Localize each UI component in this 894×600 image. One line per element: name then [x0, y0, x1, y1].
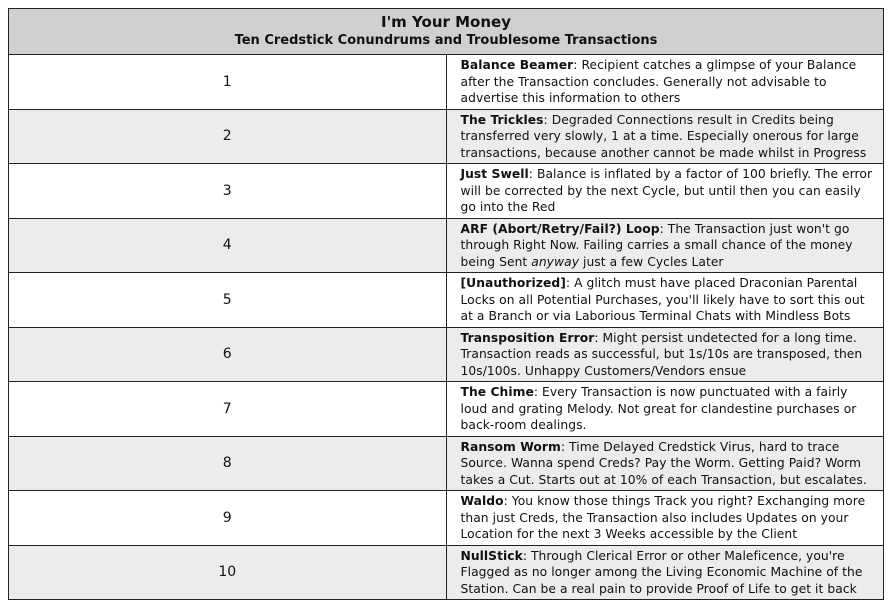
- entry-text: A glitch must have placed Draconian Parental Locks on all Potential Purchases, you'll likely have to sort this out at a Branch or via Laborious Terminal Chats with Mindless Bots: [460, 276, 865, 323]
- entry-text-italic: anyway: [531, 254, 580, 269]
- entry-name: The Chime: [460, 385, 534, 399]
- entry-text: Recipient catches a glimpse of your Balance after the Transaction concludes. Generally not advisable to advertise this information to others: [460, 58, 857, 105]
- entry-text: Degraded Connections result in Credits being transferred very slowly, 1 at a time. Especially onerous for large transactions, because another cannot be made whilst in Progress: [460, 112, 867, 160]
- table-row: [9, 273, 884, 328]
- entry-text: You know those things Track you right? Exchanging more than just Creds, the Transaction also includes Updates on your Location for the next 3 Weeks accessible by the Client: [460, 494, 866, 541]
- entry-separator: :: [533, 385, 543, 399]
- row-description: [446, 164, 884, 219]
- table-row: [9, 491, 884, 546]
- row-description: [446, 382, 884, 437]
- entry-separator: :: [522, 548, 531, 563]
- table-container: [8, 8, 884, 600]
- table-row: [9, 436, 884, 491]
- row-description: [446, 545, 884, 600]
- entry-text-after: just a few Cycles Later: [579, 254, 724, 269]
- row-description: [446, 55, 884, 110]
- table-subtitle: Ten Credstick Conundrums and Troublesome Transactions: [234, 33, 658, 48]
- d10-table: [8, 8, 884, 600]
- entry-separator: :: [543, 112, 552, 127]
- row-number: 2: [9, 109, 447, 164]
- row-description: [446, 436, 884, 491]
- entry-name: Just Swell: [460, 167, 529, 181]
- entry-separator: :: [560, 439, 570, 454]
- table-row: [9, 545, 884, 600]
- entry-name: The Trickles: [460, 112, 544, 127]
- row-description: [446, 327, 884, 382]
- row-number: 7: [9, 382, 447, 437]
- row-number: 3: [9, 164, 447, 219]
- table-row: [9, 55, 884, 110]
- table-row: [9, 109, 884, 164]
- entry-text: Balance is inflated by a factor of 100 briefly. The error will be corrected by the next Cycle, but until then you can easily go into the Red: [460, 167, 873, 214]
- table-row: [9, 164, 884, 219]
- row-number: 4: [9, 218, 447, 273]
- row-description: [446, 491, 884, 546]
- row-number: 9: [9, 491, 447, 546]
- table-header: [9, 9, 884, 55]
- row-description: [446, 109, 884, 164]
- table-row: [9, 327, 884, 382]
- entry-text: Every Transaction is now punctuated with a fairly loud and grating Melody. Not great for clandestine purchases or back-room dealings.: [460, 385, 857, 432]
- entry-separator: :: [594, 330, 603, 345]
- row-number: 5: [9, 273, 447, 328]
- entry-text-before: The Transaction just won't go through Right Now. Failing carries a small chance of the money being Sent: [460, 221, 853, 269]
- row-number: 6: [9, 327, 447, 382]
- table-header-row: [9, 9, 884, 55]
- entry-name: Ransom Worm: [460, 439, 561, 454]
- table-title: I'm Your Money: [381, 13, 511, 31]
- entry-name: NullStick: [460, 548, 523, 563]
- table-row: [9, 218, 884, 273]
- entry-text: Through Clerical Error or other Maleficence, you're Flagged as no longer among the Living Economic Machine of the Station. Can be a real pain to provide Proof of Life to get it back: [460, 548, 863, 596]
- entry-text: Time Delayed Credstick Virus, hard to trace Source. Wanna spend Creds? Pay the Worm. Getting Paid? Worm takes a Cut. Starts out at 10% of each Transaction, but escalates.: [460, 439, 867, 487]
- entry-text: Might persist undetected for a long time. Transaction reads as successful, but 1s/10s are transposed, then 10s/100s. Unhappy Customers/Vendors ensue: [460, 330, 863, 378]
- entry-separator: :: [659, 221, 668, 236]
- entry-name: ARF (Abort/Retry/Fail?) Loop: [460, 221, 660, 236]
- entry-name: Balance Beamer: [460, 58, 574, 72]
- entry-name: Waldo: [460, 494, 504, 508]
- row-number: 1: [9, 55, 447, 110]
- entry-name: Transposition Error: [460, 330, 595, 345]
- row-number: 8: [9, 436, 447, 491]
- entry-separator: :: [573, 58, 582, 72]
- entry-separator: :: [503, 494, 512, 508]
- entry-separator: :: [565, 276, 575, 290]
- entry-separator: :: [528, 167, 537, 181]
- row-description: [446, 273, 884, 328]
- entry-name: [Unauthorized]: [460, 276, 566, 290]
- table-row: [9, 382, 884, 437]
- row-description: [446, 218, 884, 273]
- row-number: 10: [9, 545, 447, 600]
